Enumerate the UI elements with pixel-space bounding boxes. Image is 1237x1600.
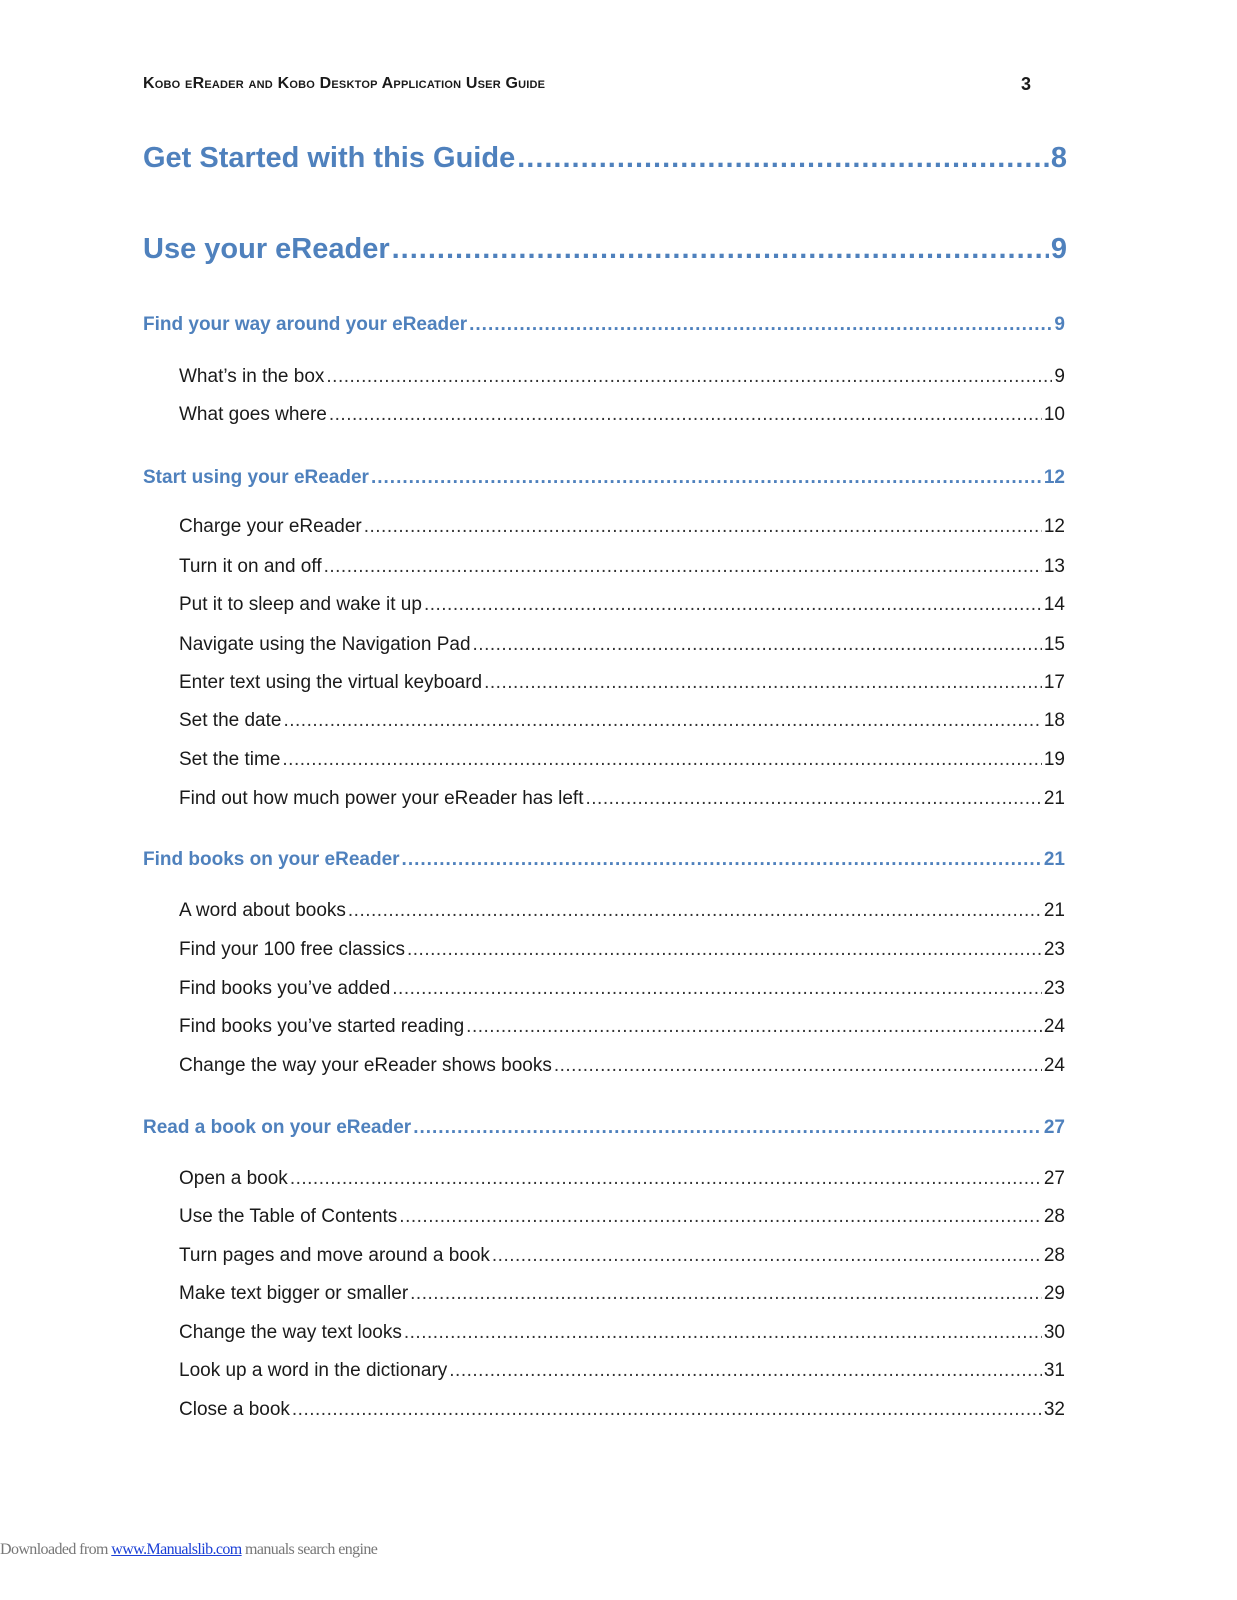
toc-entry-title: Read a book on your eReader <box>143 1117 412 1138</box>
dot-leader <box>473 634 1042 656</box>
toc-entry-title: Put it to sleep and wake it up <box>179 594 422 615</box>
dot-leader <box>492 1245 1042 1267</box>
toc-entry-page: 32 <box>1043 1399 1065 1420</box>
toc-entry-title: Use your eReader <box>143 233 390 265</box>
toc-entry-page: 30 <box>1043 1322 1065 1343</box>
toc-entry-title: Find your way around your eReader <box>143 314 468 335</box>
toc-entry-title: Use the Table of Contents <box>179 1206 398 1227</box>
toc-entry-page: 21 <box>1043 849 1065 870</box>
toc-entry-title: Set the date <box>179 710 282 731</box>
toc-entry-page: 9 <box>1054 314 1065 335</box>
toc-entry-level-3[interactable] <box>179 594 1065 616</box>
toc-entry-level-3[interactable] <box>179 1283 1065 1305</box>
dot-leader <box>586 788 1042 810</box>
toc-entry-level-3[interactable] <box>179 1055 1065 1077</box>
toc-entry-level-3[interactable] <box>179 710 1065 732</box>
toc-entry-title: Get Started with this Guide <box>143 142 516 174</box>
toc-entry-level-3[interactable] <box>179 1168 1065 1190</box>
page-number: 3 <box>1020 73 1031 94</box>
dot-leader <box>282 749 1041 771</box>
dot-leader <box>392 233 1049 266</box>
dot-leader <box>407 939 1042 961</box>
dot-leader <box>348 900 1042 922</box>
toc-entry-level-3[interactable] <box>179 634 1065 656</box>
toc-entry-level-3[interactable] <box>179 1399 1065 1421</box>
toc-entry-title: Change the way your eReader shows books <box>179 1055 552 1076</box>
toc-entry-page: 28 <box>1043 1206 1065 1227</box>
footer-prefix: Downloaded from <box>0 1541 112 1558</box>
toc-entry-title: Make text bigger or smaller <box>179 1283 409 1304</box>
toc-entry-page: 15 <box>1043 634 1065 655</box>
dot-leader <box>413 1117 1042 1139</box>
dot-leader <box>424 594 1042 616</box>
dot-leader <box>326 366 1052 388</box>
dot-leader <box>404 1322 1042 1344</box>
dot-leader <box>484 672 1042 694</box>
toc-entry-title: A word about books <box>179 900 346 921</box>
toc-entry-page: 12 <box>1043 516 1065 537</box>
toc-entry-page: 31 <box>1043 1360 1065 1381</box>
toc-entry-page: 13 <box>1043 556 1065 577</box>
dot-leader <box>469 314 1052 336</box>
toc-entry-title: Find books you’ve added <box>179 978 391 999</box>
toc-entry-page: 10 <box>1043 404 1065 425</box>
dot-leader <box>554 1055 1042 1077</box>
toc-entry-title: Start using your eReader <box>143 467 369 488</box>
toc-entry-title: Find books on your eReader <box>143 849 400 870</box>
toc-entry-level-3[interactable] <box>179 939 1065 961</box>
toc-entry-title: Find out how much power your eReader has left <box>179 788 584 809</box>
toc-entry-title: Change the way text looks <box>179 1322 402 1343</box>
toc-entry-level-2[interactable] <box>143 1117 1065 1139</box>
toc-entry-page: 18 <box>1043 710 1065 731</box>
toc-entry-title: Find your 100 free classics <box>179 939 405 960</box>
toc-entry-level-1[interactable] <box>143 142 1067 175</box>
footer-suffix: manuals search engine <box>241 1541 378 1558</box>
toc-entry-level-3[interactable] <box>179 749 1065 771</box>
toc-entry-level-3[interactable] <box>179 556 1065 578</box>
toc-entry-page: 12 <box>1043 467 1065 488</box>
toc-entry-title: Turn pages and move around a book <box>179 1245 490 1266</box>
dot-leader <box>292 1399 1042 1421</box>
document-title: Kobo eReader and Kobo Desktop Application User Guide <box>143 75 546 92</box>
toc-entry-page: 9 <box>1054 366 1065 387</box>
toc-entry-page: 17 <box>1043 672 1065 693</box>
toc-entry-level-3[interactable] <box>179 1322 1065 1344</box>
dot-leader <box>517 142 1049 175</box>
dot-leader <box>364 516 1042 538</box>
page-header <box>143 72 1031 96</box>
download-footer <box>0 1541 377 1563</box>
toc-entry-page: 24 <box>1043 1055 1065 1076</box>
toc-entry-level-3[interactable] <box>179 900 1065 922</box>
toc-entry-title: What’s in the box <box>179 366 325 387</box>
dot-leader <box>402 849 1042 871</box>
toc-entry-page: 21 <box>1043 788 1065 809</box>
toc-entry-level-3[interactable] <box>179 788 1065 810</box>
toc-entry-page: 28 <box>1043 1245 1065 1266</box>
toc-entry-page: 27 <box>1043 1168 1065 1189</box>
toc-entry-page: 24 <box>1043 1016 1065 1037</box>
dot-leader <box>329 404 1042 426</box>
toc-entry-level-3[interactable] <box>179 978 1065 1000</box>
toc-entry-page: 19 <box>1043 749 1065 770</box>
manualslib-link[interactable]: www.Manualslib.com <box>111 1541 242 1558</box>
toc-entry-title: Open a book <box>179 1168 288 1189</box>
toc-entry-page: 14 <box>1043 594 1065 615</box>
toc-entry-page: 8 <box>1050 142 1067 174</box>
dot-leader <box>392 978 1042 1000</box>
dot-leader <box>410 1283 1042 1305</box>
toc-entry-level-3[interactable] <box>179 1245 1065 1267</box>
toc-entry-title: Close a book <box>179 1399 290 1420</box>
toc-entry-level-2[interactable] <box>143 467 1065 489</box>
dot-leader <box>399 1206 1042 1228</box>
toc-entry-level-2[interactable] <box>143 849 1065 871</box>
toc-entry-page: 23 <box>1043 939 1065 960</box>
toc-entry-title: Enter text using the virtual keyboard <box>179 672 483 693</box>
toc-entry-title: Charge your eReader <box>179 516 362 537</box>
toc-entry-level-3[interactable] <box>179 516 1065 538</box>
toc-entry-level-3[interactable] <box>179 1016 1065 1038</box>
dot-leader <box>466 1016 1042 1038</box>
dot-leader <box>290 1168 1042 1190</box>
toc-entry-page: 21 <box>1043 900 1065 921</box>
toc-entry-level-3[interactable] <box>179 366 1065 388</box>
toc-entry-level-2[interactable] <box>143 314 1065 336</box>
toc-entry-level-3[interactable] <box>179 1206 1065 1228</box>
toc-entry-title: Set the time <box>179 749 281 770</box>
toc-entry-level-3[interactable] <box>179 404 1065 426</box>
toc-entry-page: 29 <box>1043 1283 1065 1304</box>
dot-leader <box>324 556 1042 578</box>
toc-entry-title: What goes where <box>179 404 327 425</box>
toc-entry-title: Turn it on and off <box>179 556 322 577</box>
toc-entry-page: 23 <box>1043 978 1065 999</box>
toc-entry-title: Find books you’ve started reading <box>179 1016 465 1037</box>
toc-entry-page: 27 <box>1043 1117 1065 1138</box>
dot-leader <box>371 467 1042 489</box>
dot-leader <box>283 710 1041 732</box>
toc-entry-title: Look up a word in the dictionary <box>179 1360 448 1381</box>
toc-entry-page: 9 <box>1050 233 1067 265</box>
toc-entry-level-1[interactable] <box>143 233 1067 266</box>
toc-entry-level-3[interactable] <box>179 1360 1065 1382</box>
toc-entry-level-3[interactable] <box>179 672 1065 694</box>
toc-entry-title: Navigate using the Navigation Pad <box>179 634 471 655</box>
dot-leader <box>449 1360 1042 1382</box>
